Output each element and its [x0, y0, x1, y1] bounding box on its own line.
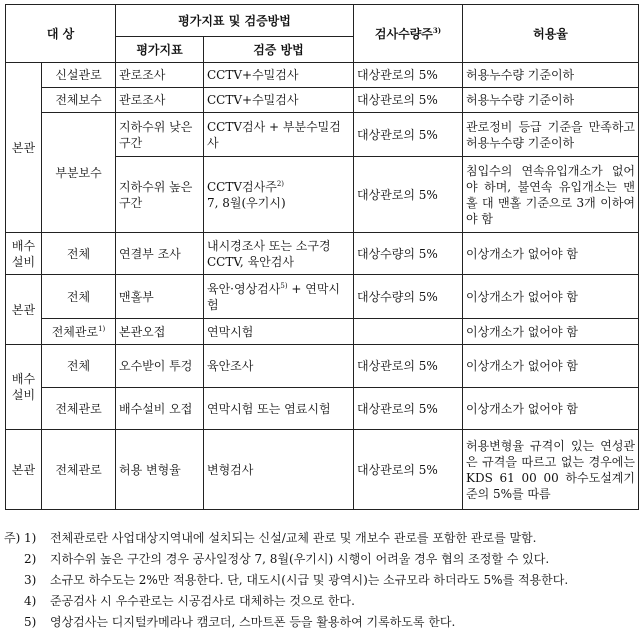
header-tolerance: 허용율	[463, 5, 639, 63]
footnote-number: 1)	[24, 531, 37, 545]
indicator-cell: 맨홀부	[116, 275, 204, 319]
scope-cell: 신설관로	[42, 63, 116, 88]
indicator-cell: 배수설비 오접	[116, 388, 204, 430]
quantity-cell: 대상관로의 5%	[354, 63, 463, 88]
method-cell: 연막시험 또는 염료시험	[204, 388, 354, 430]
footnote-text: 전체관로란 사업대상지역내에 설치되는 신설/교체 관로 및 개보수 관로를 포함한 관로를 말함.	[50, 531, 537, 545]
indicator-cell: 지하수위 낮은구간	[116, 113, 204, 157]
scope-cell: 전체관로	[42, 388, 116, 430]
footnote-lead: 주)	[4, 531, 21, 545]
tolerance-cell: 허용누수량 기준이하	[463, 88, 639, 113]
footnote-text: 영상검사는 디지털카메라나 캠코더, 스마트폰 등을 활용하여 기록하도록 한다.	[50, 615, 456, 629]
quantity-cell: 대상수량의 5%	[354, 233, 463, 275]
scope-cell: 전체관로	[42, 430, 116, 510]
footnote	[4, 570, 638, 591]
footnote	[4, 549, 638, 570]
scope-cell: 부분보수	[42, 113, 116, 233]
header-target: 대 상	[6, 5, 116, 63]
quantity-cell: 대상관로의 5%	[354, 113, 463, 157]
header-quantity: 검사수량주$^{3)}$	[354, 5, 463, 63]
scope-cell: 전체	[42, 345, 116, 388]
method-cell: 육안·영상검사$^{5)}$ + 연막시험	[204, 275, 354, 319]
quantity-cell: 대상관로의 5%	[354, 88, 463, 113]
quantity-cell: 대상관로의 5%	[354, 430, 463, 510]
tolerance-cell: 이상개소가 없어야 함	[463, 275, 639, 319]
tolerance-cell: 허용누수량 기준이하	[463, 63, 639, 88]
footnote-text: 준공검사 시 우수관로는 시공검사로 대체하는 것으로 한다.	[50, 594, 355, 608]
indicator-cell: 지하수위 높은구간	[116, 157, 204, 233]
header-method-group: 평가지표 및 검증방법	[116, 5, 354, 37]
footnote-text: 소규모 하수도는 2%만 적용한다. 단, 대도시(시급 및 광역시)는 소규모라 하더라도 5%를 적용한다.	[50, 573, 569, 587]
indicator-cell: 오수받이 투겅	[116, 345, 204, 388]
tolerance-cell: 허용변형율 규격이 있는 연성관은 규격을 따르고 없는 경우에는 KDS 61 00 00 하수도설계기준의 5%를 따름	[463, 430, 639, 510]
tolerance-cell: 이상개소가 없어야 함	[463, 233, 639, 275]
footnote-number: 3)	[24, 573, 37, 587]
tolerance-cell: 이상개소가 없어야 함	[463, 345, 639, 388]
footnote-number: 2)	[24, 552, 37, 566]
footnotes	[4, 528, 638, 633]
quantity-cell	[354, 319, 463, 345]
scope-cell: 전체관로$^{1)}$	[42, 319, 116, 345]
header-indicator: 평가지표	[116, 37, 204, 63]
group-main-pipe: 본관	[6, 430, 42, 510]
group-main-pipe: 본관	[6, 63, 42, 233]
method-cell: CCTV검사 + 부분수밀검사	[204, 113, 354, 157]
footnote	[4, 612, 638, 633]
quantity-cell: 대상관로의 5%	[354, 388, 463, 430]
group-drainage: 배수설비	[6, 345, 42, 430]
method-cell: 내시경조사 또는 소구경 CCTV, 육안검사	[204, 233, 354, 275]
inspection-criteria-table	[5, 4, 639, 510]
group-drainage: 배수설비	[6, 233, 42, 275]
scope-cell: 전체	[42, 275, 116, 319]
method-cell: CCTV+수밀검사	[204, 63, 354, 88]
tolerance-cell: 관로정비 등급 기준을 만족하고 허용누수량 기준이하	[463, 113, 639, 157]
indicator-cell: 연결부 조사	[116, 233, 204, 275]
indicator-cell: 관로조사	[116, 88, 204, 113]
indicator-cell: 관로조사	[116, 63, 204, 88]
quantity-cell: 대상수량의 5%	[354, 275, 463, 319]
tolerance-cell: 이상개소가 없어야 함	[463, 319, 639, 345]
method-cell: CCTV검사주$^{2)}$ 7, 8월(우기시)	[204, 157, 354, 233]
tolerance-cell: 이상개소가 없어야 함	[463, 388, 639, 430]
scope-cell: 전체	[42, 233, 116, 275]
method-cell: 육안조사	[204, 345, 354, 388]
method-cell: 연막시험	[204, 319, 354, 345]
method-cell: CCTV+수밀검사	[204, 88, 354, 113]
group-main-pipe: 본관	[6, 275, 42, 345]
footnote-text: 지하수위 높은 구간의 경우 공사일정상 7, 8월(우기시) 시행이 어려울 경우 협의 조정할 수 있다.	[50, 552, 550, 566]
indicator-cell: 본관오접	[116, 319, 204, 345]
footnote-number: 5)	[24, 615, 37, 629]
quantity-cell: 대상관로의 5%	[354, 345, 463, 388]
quantity-cell: 대상관로의 5%	[354, 157, 463, 233]
footnote	[4, 591, 638, 612]
indicator-cell: 허용 변형율	[116, 430, 204, 510]
scope-cell: 전체보수	[42, 88, 116, 113]
tolerance-cell: 침입수의 연속유입개소가 없어야 하며, 불연속 유입개소는 맨홀 대 맨홀 기준으로 3개 이하여야 함	[463, 157, 639, 233]
method-cell: 변형검사	[204, 430, 354, 510]
header-verification: 검증 방법	[204, 37, 354, 63]
footnote-number: 4)	[24, 594, 37, 608]
footnote	[4, 528, 638, 549]
